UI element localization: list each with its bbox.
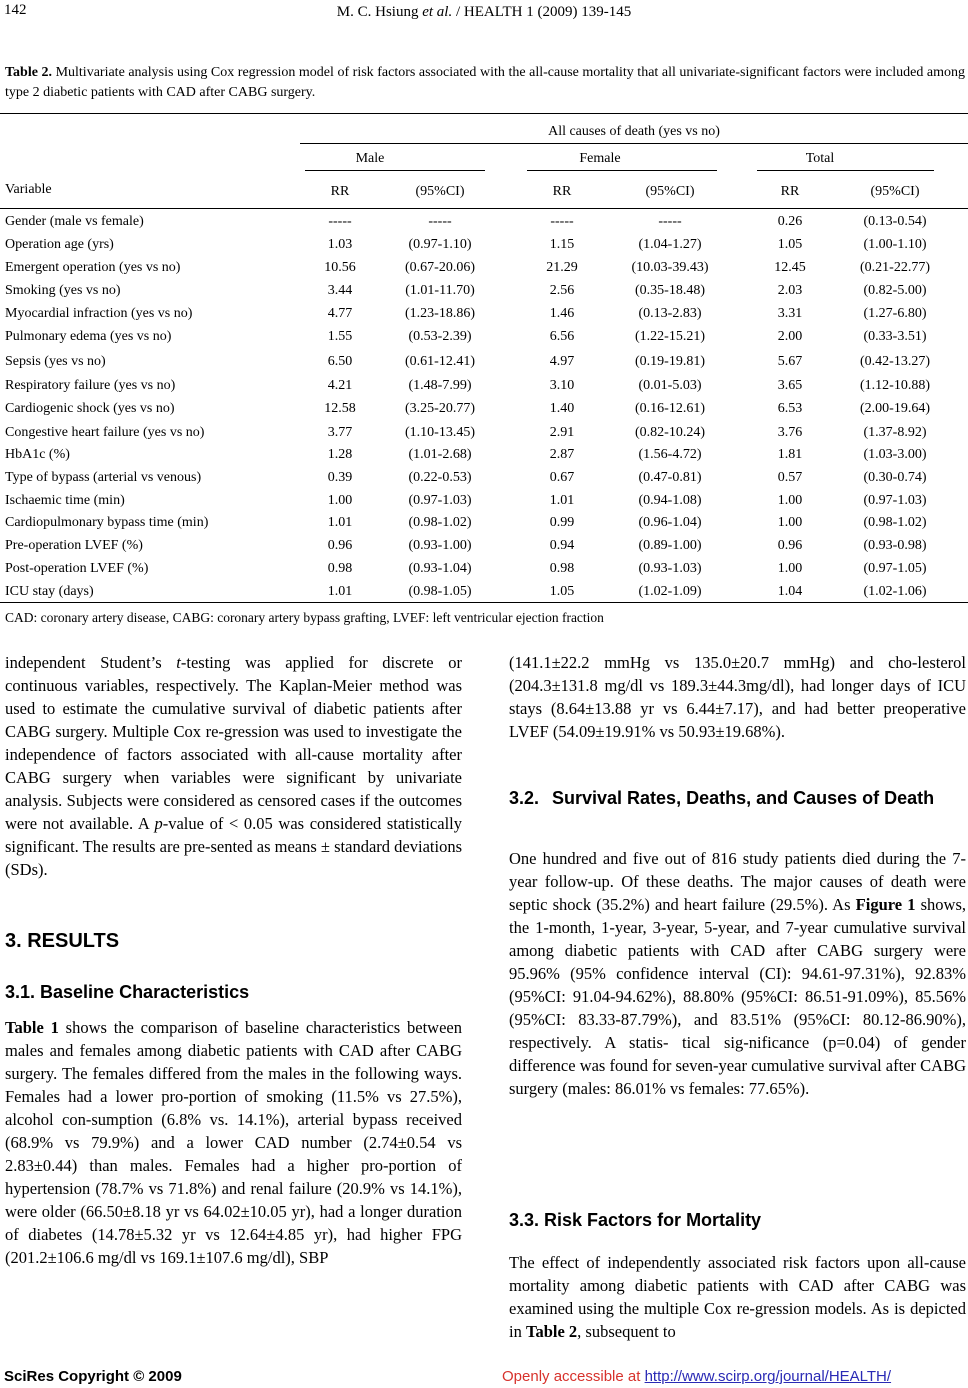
ci-header-female: (95%CI)	[645, 184, 695, 199]
male-ci-cell: -----	[428, 214, 452, 229]
variable-cell: Respiratory failure (yes vs no)	[5, 378, 176, 393]
variable-header: Variable	[5, 182, 52, 197]
female-rr-cell: 2.91	[549, 425, 575, 440]
male-ci-cell: (1.10-13.45)	[405, 425, 475, 440]
total-ci-cell: (0.97-1.03)	[863, 493, 927, 508]
male-rr-cell: 1.28	[327, 447, 353, 462]
heading-survival-row	[509, 785, 966, 811]
running-head-journal: / HEALTH 1 (2009) 139-145	[452, 4, 632, 20]
table-bottom-rule	[0, 602, 968, 603]
female-ci-cell: (1.04-1.27)	[638, 237, 702, 252]
left-para-baseline	[5, 1016, 462, 1269]
male-ci-cell: (3.25-20.77)	[405, 401, 475, 416]
text-run: The effect of independently associated risk factors upon all-cause mortality among diabetic patients with CAD after CABG was examined using the multiple Cox re-gression models. As is depicted in	[509, 1253, 966, 1341]
male-ci-cell: (0.98-1.05)	[408, 584, 472, 599]
total-ci-cell: (1.12-10.88)	[860, 378, 930, 393]
male-ci-cell: (0.67-20.06)	[405, 260, 475, 275]
female-rr-cell: 3.10	[549, 378, 575, 393]
running-head-authors: M. C. Hsiung	[336, 4, 423, 20]
total-ci-cell: (0.33-3.51)	[863, 329, 927, 344]
variable-cell: Cardiogenic shock (yes vs no)	[5, 401, 175, 416]
male-rr-cell: 0.96	[327, 538, 353, 553]
male-ci-cell: (0.93-1.00)	[408, 538, 472, 553]
female-ci-cell: (0.82-10.24)	[635, 425, 705, 440]
variable-cell: Gender (male vs female)	[5, 214, 144, 229]
total-ci-cell: (0.30-0.74)	[863, 470, 927, 485]
female-rr-cell: 1.01	[549, 493, 575, 508]
total-ci-cell: (1.37-8.92)	[863, 425, 927, 440]
female-rr-cell: 21.29	[546, 260, 578, 275]
subgroup-total: Total	[805, 151, 835, 166]
page-number: 142	[4, 2, 27, 18]
total-ci-cell: (0.82-5.00)	[863, 283, 927, 298]
p-italic: p	[154, 814, 163, 833]
variable-cell: Congestive heart failure (yes vs no)	[5, 425, 205, 440]
total-rr-cell: 0.26	[777, 214, 803, 229]
variable-cell: Cardiopulmonary bypass time (min)	[5, 515, 209, 530]
total-rr-cell: 1.05	[777, 237, 803, 252]
heading-survival	[509, 785, 966, 811]
variable-cell: Smoking (yes vs no)	[5, 283, 121, 298]
male-ci-cell: (1.01-2.68)	[408, 447, 472, 462]
female-rr-cell: 4.97	[549, 354, 575, 369]
male-rr-cell: 4.21	[327, 378, 353, 393]
male-ci-cell: (1.23-18.86)	[405, 306, 475, 321]
footer-copyright: SciRes Copyright © 2009	[4, 1368, 182, 1385]
female-rule	[527, 170, 717, 171]
male-rr-cell: 3.77	[327, 425, 353, 440]
right-para-continued	[509, 651, 966, 743]
variable-cell: Emergent operation (yes vs no)	[5, 260, 181, 275]
total-ci-cell: (1.02-1.06)	[863, 584, 927, 599]
variable-cell: Type of bypass (arterial vs venous)	[5, 470, 202, 485]
variable-cell: Operation age (yrs)	[5, 237, 114, 252]
total-rr-cell: 6.53	[777, 401, 803, 416]
female-rr-cell: 0.67	[549, 470, 575, 485]
total-ci-cell: (1.00-1.10)	[863, 237, 927, 252]
total-rr-cell: 3.65	[777, 378, 803, 393]
table2-ref: Table 2	[525, 1322, 578, 1341]
footer-access	[502, 1368, 891, 1385]
text-run: , subsequent to	[577, 1322, 676, 1341]
heading-survival-number: 3.2.	[509, 788, 540, 808]
total-rr-cell: 0.96	[777, 538, 803, 553]
total-ci-cell: (0.98-1.02)	[863, 515, 927, 530]
female-ci-cell: (0.01-5.03)	[638, 378, 702, 393]
figure1-ref: Figure 1	[855, 895, 916, 914]
footer-access-text: Openly accessible at	[502, 1368, 645, 1385]
variable-cell: Pulmonary edema (yes vs no)	[5, 329, 172, 344]
left-para-methods	[5, 651, 462, 881]
female-ci-cell: (0.13-2.83)	[638, 306, 702, 321]
male-rr-cell: 4.77	[327, 306, 353, 321]
rr-header-total: RR	[780, 184, 800, 199]
total-ci-cell: (1.03-3.00)	[863, 447, 927, 462]
total-ci-cell: (0.42-13.27)	[860, 354, 930, 369]
female-rr-cell: 0.98	[549, 561, 575, 576]
heading-risk-factors: 3.3. Risk Factors for Mortality	[509, 1210, 762, 1230]
female-ci-cell: (0.16-12.61)	[635, 401, 705, 416]
heading-survival-text: Survival Rates, Deaths, and Causes of Death	[552, 788, 935, 808]
total-ci-cell: (0.21-22.77)	[860, 260, 930, 275]
table1-ref: Table 1	[5, 1018, 59, 1037]
ci-header-male: (95%CI)	[415, 184, 465, 199]
female-rr-cell: -----	[550, 214, 574, 229]
text-run: (141.1±22.2 mmHg vs 135.0±20.7 mmHg) and cho-lesterol (204.3±131.8 mg/dl vs 189.3±44.3mg/dl), had longer days of ICU stays (8.64±13.88 yr vs 6.44±7.17), and had better preoperative LVEF (54.09±19.91% vs 50.93±19.68%).	[509, 653, 966, 741]
text-run: shows, the 1-month, 1-year, 3-year, 5-year, and 7-year cumulative survival among diabetic patients with CAD after CABG surgery were 95.96% (95% confidence interval (CI): 94.61-97.31%), 92.83% (95%CI: 91.04-94.62%), 88.80% (95%CI: 86.51-91.09%), 85.56% (95%CI: 83.33-87.79%), and 83.51% (95%CI: 80.12-86.90%), respectively. A statis- tical sig-nificance (p=0.04) of gender difference was found for seven-year cumulative survival after CABG surgery (males: 86.01% vs females: 77.65%).	[509, 895, 966, 1098]
male-rr-cell: 0.39	[327, 470, 353, 485]
male-ci-cell: (0.98-1.02)	[408, 515, 472, 530]
male-rr-cell: 1.01	[327, 515, 353, 530]
variable-cell: ICU stay (days)	[5, 584, 94, 599]
male-rr-cell: 10.56	[324, 260, 356, 275]
male-ci-cell: (0.97-1.03)	[408, 493, 472, 508]
heading-baseline: 3.1. Baseline Characteristics	[5, 982, 250, 1002]
female-ci-cell: (0.93-1.03)	[638, 561, 702, 576]
female-ci-cell: (1.22-15.21)	[635, 329, 705, 344]
header-bottom-rule	[0, 208, 968, 209]
t-italic: t	[176, 653, 181, 672]
total-rr-cell: 3.76	[777, 425, 803, 440]
female-rr-cell: 1.46	[549, 306, 575, 321]
female-rr-cell: 0.99	[549, 515, 575, 530]
rr-header-male: RR	[330, 184, 350, 199]
total-rr-cell: 1.00	[777, 493, 803, 508]
table-label: Table 2.	[5, 65, 53, 80]
text-run: -value of < 0.05 was considered statistically significant. The results are pre-sented as means ± standard deviations (SDs).	[5, 814, 462, 879]
female-ci-cell: (1.02-1.09)	[638, 584, 702, 599]
female-rr-cell: 2.56	[549, 283, 575, 298]
total-ci-cell: (1.27-6.80)	[863, 306, 927, 321]
female-rr-cell: 1.40	[549, 401, 575, 416]
running-head-etal: et al.	[422, 4, 453, 20]
table-caption-text: Multivariate analysis using Cox regression model of risk factors associated with the all-cause mortality that all univariate-significant factors were included among type 2 diabetic patients with CAD after CABG surgery.	[5, 65, 965, 100]
male-rr-cell: 1.55	[327, 329, 353, 344]
total-rr-cell: 1.00	[777, 515, 803, 530]
total-rr-cell: 3.31	[777, 306, 803, 321]
female-rr-cell: 0.94	[549, 538, 575, 553]
male-ci-cell: (0.53-2.39)	[408, 329, 472, 344]
male-rr-cell: -----	[328, 214, 352, 229]
subgroup-female: Female	[579, 151, 621, 166]
total-rr-cell: 1.00	[777, 561, 803, 576]
total-ci-cell: (0.97-1.05)	[863, 561, 927, 576]
male-ci-cell: (1.01-11.70)	[405, 283, 475, 298]
table-top-rule	[0, 113, 968, 114]
table-footnote: CAD: coronary artery disease, CABG: coronary artery bypass grafting, LVEF: left ventricular ejection fraction	[5, 610, 604, 625]
variable-cell: HbA1c (%)	[5, 447, 70, 462]
group-header-rule	[300, 143, 968, 144]
male-rr-cell: 12.58	[324, 401, 356, 416]
male-rr-cell: 3.44	[327, 283, 353, 298]
total-ci-cell: (2.00-19.64)	[860, 401, 930, 416]
total-rr-cell: 5.67	[777, 354, 803, 369]
table-caption	[5, 63, 965, 103]
variable-cell: Pre-operation LVEF (%)	[5, 538, 143, 553]
ci-header-total: (95%CI)	[870, 184, 920, 199]
female-ci-cell: (10.03-39.43)	[631, 260, 709, 275]
female-ci-cell: (0.35-18.48)	[635, 283, 705, 298]
female-rr-cell: 6.56	[549, 329, 575, 344]
subgroup-male: Male	[355, 151, 385, 166]
group-header: All causes of death (yes vs no)	[548, 124, 720, 139]
total-rr-cell: 1.81	[777, 447, 803, 462]
total-rr-cell: 12.45	[774, 260, 806, 275]
female-ci-cell: (1.56-4.72)	[638, 447, 702, 462]
female-ci-cell: -----	[658, 214, 682, 229]
variable-cell: Myocardial infraction (yes vs no)	[5, 306, 193, 321]
female-rr-cell: 2.87	[549, 447, 575, 462]
total-ci-cell: (0.13-0.54)	[863, 214, 927, 229]
male-ci-cell: (0.22-0.53)	[408, 470, 472, 485]
male-rr-cell: 1.01	[327, 584, 353, 599]
right-para-survival	[509, 847, 966, 1100]
variable-cell: Sepsis (yes vs no)	[5, 354, 106, 369]
heading-results: 3. RESULTS	[5, 930, 120, 952]
male-rr-cell: 0.98	[327, 561, 353, 576]
male-ci-cell: (0.61-12.41)	[405, 354, 475, 369]
total-rr-cell: 2.00	[777, 329, 803, 344]
male-rr-cell: 6.50	[327, 354, 353, 369]
total-rr-cell: 0.57	[777, 470, 803, 485]
text-run: shows the comparison of baseline characteristics between males and females among diabetic patients with CAD after CABG surgery. The females differed from the males in the following ways. Females had a lower pro-portion of smoking (11.5% vs 27.5%), alcohol con-sumption (6.8% vs. 14.1%), arterial bypass received (68.9% vs 79.9%) and a lower CAD number (2.74±0.54 vs 2.83±0.44) than males. Females had a higher pro-portion of hypertension (78.7% vs 71.8%) and renal failure (20.9% vs 14.1%), were older (66.50±8.18 yr vs 64.02±10.05 yr), had a longer duration of diabetes (14.78±5.32 yr vs 12.64±4.85 yr), had higher FPG (201.2±106.6 mg/dl vs 169.1±107.6 mg/dl), SBP	[5, 1018, 462, 1267]
female-ci-cell: (0.96-1.04)	[638, 515, 702, 530]
female-ci-cell: (0.47-0.81)	[638, 470, 702, 485]
total-ci-cell: (0.93-0.98)	[863, 538, 927, 553]
female-rr-cell: 1.05	[549, 584, 575, 599]
text-run: independent Student’s	[5, 653, 177, 672]
female-ci-cell: (0.89-1.00)	[638, 538, 702, 553]
male-ci-cell: (0.93-1.04)	[408, 561, 472, 576]
rr-header-female: RR	[552, 184, 572, 199]
total-rr-cell: 1.04	[777, 584, 803, 599]
variable-cell: Post-operation LVEF (%)	[5, 561, 149, 576]
male-rr-cell: 1.00	[327, 493, 353, 508]
text-run: One hundred and five out of 816 study patients died during the 7-year follow-up. Of these deaths. The major causes of death were septic shock (35.2%) and heart failure (29.5%). As	[509, 849, 966, 914]
total-rr-cell: 2.03	[777, 283, 803, 298]
journal-link[interactable]: http://www.scirp.org/journal/HEALTH/	[644, 1368, 892, 1385]
male-rr-cell: 1.03	[327, 237, 353, 252]
total-rule	[757, 170, 934, 171]
male-ci-cell: (1.48-7.99)	[408, 378, 472, 393]
female-ci-cell: (0.94-1.08)	[638, 493, 702, 508]
female-rr-cell: 1.15	[549, 237, 575, 252]
male-ci-cell: (0.97-1.10)	[408, 237, 472, 252]
text-run: -testing was applied for discrete or continuous variables, respectively. The Kaplan-Meier method was used to estimate the cumulative survival of diabetic patients after CABG surgery. Multiple Cox re-gression was used to investigate the independence of factors associated with all-cause mortality after CABG surgery when variables were significant by univariate analysis. Subjects were considered as censored cases if the outcomes were not available. A	[5, 653, 462, 833]
male-rule	[305, 170, 485, 171]
female-ci-cell: (0.19-19.81)	[635, 354, 705, 369]
right-para-risk	[509, 1251, 966, 1343]
running-head	[0, 4, 968, 21]
variable-cell: Ischaemic time (min)	[5, 493, 125, 508]
